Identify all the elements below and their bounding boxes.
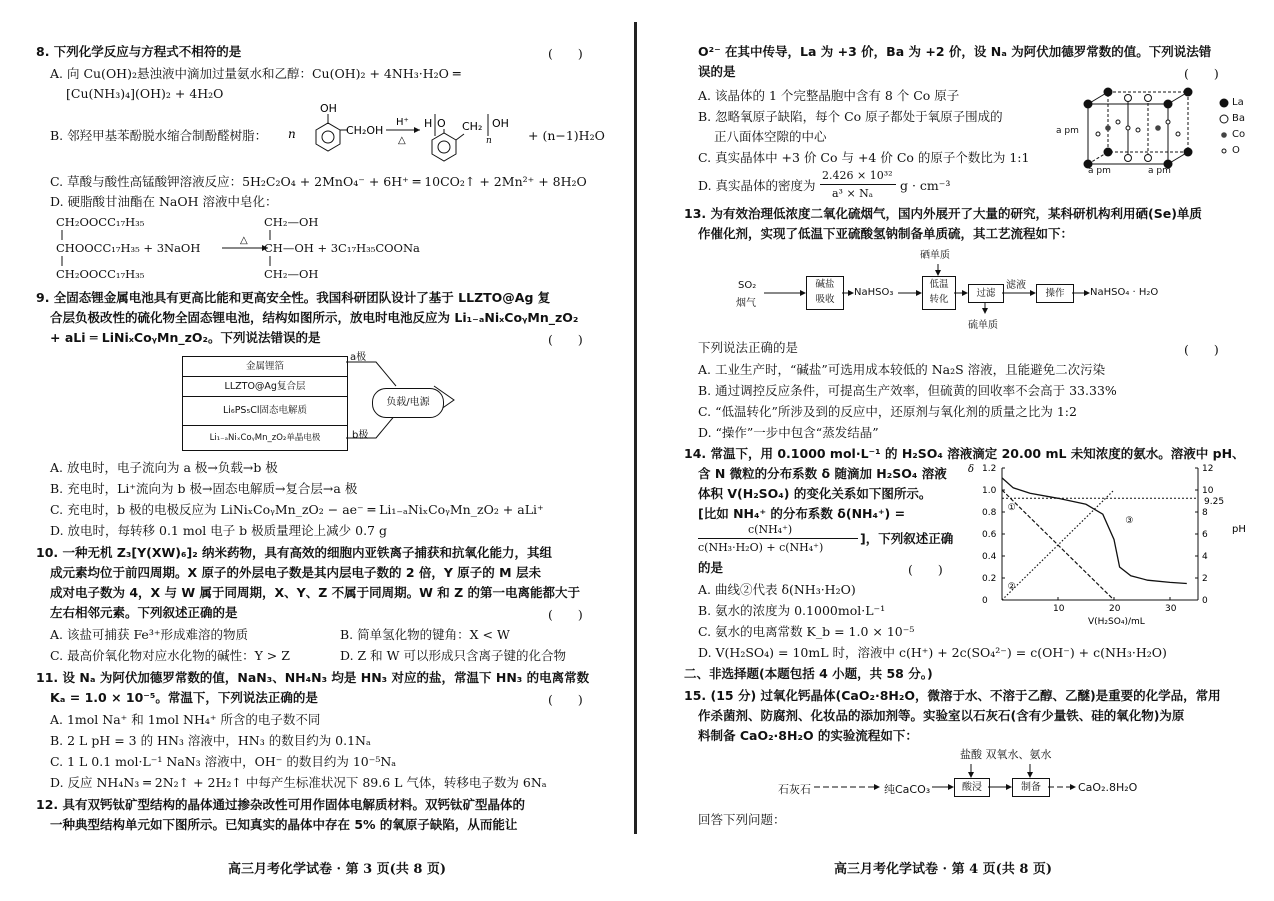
- layer-lithium-foil: 金属锂箔: [182, 356, 348, 377]
- q8-option-b: B. 邻羟甲基苯酚脱水缩合制酚醛树脂：: [50, 128, 268, 143]
- x-tick-label: 30: [1165, 604, 1177, 614]
- x-tick-label: 20: [1109, 604, 1121, 614]
- crystal-legend-markers: [1218, 96, 1230, 160]
- svg-text:H: H: [424, 117, 433, 130]
- q15-reagents: 盐酸 双氧水、氨水: [960, 748, 1052, 761]
- q14-stem-5: ]，下列叙述正确: [860, 531, 954, 546]
- y-left-tick-label: 0.8: [982, 508, 997, 518]
- flow-so2: SO₂: [738, 280, 757, 291]
- glycerol-row-2: CH—OH + 3C₁₇H₃₅COONa: [264, 241, 420, 255]
- cell-edge-label-bottom-1: a pm: [1088, 166, 1111, 176]
- flow-se-input: 硒单质: [920, 250, 950, 261]
- load-source-box: 负载/电源: [372, 388, 444, 418]
- q8-option-a: A. 向 Cu(OH)₂悬浊液中滴加过量氨水和乙醇：Cu(OH)₂ + 4NH₃·H₂O ═: [50, 66, 461, 81]
- svg-text:OH: OH: [492, 117, 509, 130]
- flow-box-absorb-text: 吸收: [815, 294, 835, 305]
- glycerol-bonds: [264, 228, 274, 272]
- q14-option-c: C. 氨水的电离常数 K_b = 1.0 × 10⁻⁵: [698, 624, 915, 639]
- crystal-cell-diagram: [1068, 86, 1208, 176]
- q15-flow-box-prepare: 制备: [1012, 778, 1050, 797]
- curve-3-label: ③: [1125, 516, 1134, 526]
- q13-option-a: A. 工业生产时，“碱盐”可选用成本较低的 Na₂S 溶液，且能避免二次污染: [698, 362, 1106, 377]
- layer-llzto-ag: LLZTO@Ag复合层: [182, 376, 348, 397]
- y-right-tick-label: 8: [1202, 508, 1208, 518]
- q15-answer-prompt: 回答下列问题：: [698, 812, 786, 827]
- right-page-footer: 高三月考化学试卷 · 第 4 页(共 8 页): [834, 862, 1053, 877]
- ph-annotation: 9.25: [1204, 497, 1225, 507]
- q14-stem-1: 14. 常温下，用 0.1000 mol·L⁻¹ 的 H₂SO₄ 溶液滴定 20.00 mL 未知浓度的氨水。溶液中 pH、: [684, 446, 1245, 461]
- svg-text:O: O: [437, 117, 446, 130]
- q12-cont-1: O²⁻ 在其中传导，La 为 +3 价，Ba 为 +2 价，设 Nₐ 为阿伏加德罗常数的值。下列说法错: [698, 44, 1212, 59]
- q13-option-b: B. 通过调控反应条件，可提高生产效率，但硫黄的回收率不会高于 33.33%: [698, 383, 1117, 398]
- layer-cathode: Li₁₋ₐNiₓCoᵧMn_zO₂单晶电极: [182, 425, 348, 451]
- flow-box-alkali-text: 碱盐: [815, 279, 835, 290]
- svg-text:n: n: [486, 136, 492, 146]
- q11-stem-1: 11. 设 Nₐ 为阿伏加德罗常数的值，NaN₃、NH₄N₃ 均是 HN₃ 对应的盐，常温下 HN₃ 的电离常数: [36, 670, 590, 685]
- q12-option-b-cont: 正八面体空隙的中心: [714, 129, 827, 144]
- y-right-tick-label: 10: [1202, 486, 1214, 496]
- stearin-row-3: CH₂OOCC₁₇H₃₅: [56, 267, 145, 281]
- saponification-bonds: [56, 228, 286, 272]
- svg-text:CH₂: CH₂: [462, 120, 483, 133]
- flow-nahso3: NaHSO₃: [854, 287, 894, 298]
- density-unit: g · cm⁻³: [900, 178, 951, 193]
- svg-text:△: △: [398, 135, 406, 146]
- stearin-row-2: CHOOCC₁₇H₃₅ + 3NaOH: [56, 241, 201, 255]
- q9-stem-3: + aLi ═ LiNiₓCoᵧMn_zO₂。下列说法错误的是: [50, 330, 321, 345]
- y-left-tick-label: 0.2: [982, 574, 997, 584]
- svg-text:OH: OH: [320, 102, 337, 115]
- q8-option-b-tail: + (n−1)H₂O: [528, 128, 605, 143]
- q15-flow-end: CaO₂.8H₂O: [1078, 781, 1138, 794]
- electrode-a-label: a极: [350, 352, 367, 363]
- resin-structure-diagram: [286, 100, 526, 168]
- q14-option-b: B. 氨水的浓度为 0.1000mol·L⁻¹: [698, 603, 886, 618]
- q10-option-c: C. 最高价氧化物对应水化物的碱性：Y > Z: [50, 648, 290, 663]
- cell-edge-label-bottom-2: a pm: [1148, 166, 1171, 176]
- flow-filtrate: 滤液: [1006, 280, 1026, 291]
- flow-box-low-temp-text: 低温: [929, 279, 949, 290]
- curve-3-ph: [1002, 478, 1187, 584]
- x-tick-label: 10: [1053, 604, 1065, 614]
- q12-option-d: D. 真实晶体的密度为: [698, 178, 816, 193]
- legend-co: Co: [1232, 129, 1246, 140]
- q11-answer-paren: ( ): [548, 692, 583, 707]
- right-axis-label: pH: [1232, 524, 1246, 535]
- q14-stem-2: 含 N 微粒的分布系数 δ 随滴加 H₂SO₄ 溶液: [698, 466, 947, 481]
- glycerol-row-3: CH₂—OH: [264, 267, 319, 281]
- left-page-footer: 高三月考化学试卷 · 第 3 页(共 8 页): [228, 862, 447, 877]
- y-left-tick-label: 0.6: [982, 530, 997, 540]
- q8-option-d: D. 硬脂酸甘油酯在 NaOH 溶液中皂化：: [50, 194, 278, 209]
- q9-stem-1: 9. 全固态锂金属电池具有更高比能和更高安全性。我国科研团队设计了基于 LLZTO@Ag 复: [36, 290, 551, 305]
- flow-sulfur: 硫单质: [968, 320, 998, 331]
- q12-option-a: A. 该晶体的 1 个完整晶胞中含有 8 个 Co 原子: [698, 88, 960, 103]
- q12-answer-paren: ( ): [1184, 66, 1219, 81]
- density-numerator: 2.426 × 10³²: [822, 169, 893, 182]
- svg-text:H⁺: H⁺: [396, 117, 409, 128]
- q13-flow-arrows: [764, 258, 1094, 322]
- q14-option-a: A. 曲线②代表 δ(NH₃·H₂O): [698, 582, 856, 597]
- y-right-tick-label: 12: [1202, 464, 1214, 474]
- q15-flow-start: 石灰石: [778, 783, 811, 796]
- q14-fraction-denominator: c(NH₃·H₂O) + c(NH₄⁺): [698, 541, 824, 554]
- legend-ba: Ba: [1232, 113, 1245, 124]
- y-right-tick-label: 4: [1202, 552, 1208, 562]
- q14-fraction-numerator: c(NH₄⁺): [748, 523, 793, 536]
- x-axis-label: V(H₂SO₄)/mL: [1088, 617, 1145, 627]
- section-2-heading: 二、非选择题(本题包括 4 小题，共 58 分。): [684, 666, 933, 681]
- q11-option-b: B. 2 L pH = 3 的 HN₃ 溶液中，HN₃ 的数目约为 0.1Nₐ: [50, 733, 371, 748]
- q12-option-c: C. 真实晶体中 +3 价 Co 与 +4 价 Co 的原子个数比为 1:1: [698, 150, 1030, 165]
- q11-option-d: D. 反应 NH₄N₃ ═ 2N₂↑ + 2H₂↑ 中每产生标准状况下 89.6 L 气体，转移电子数为 6Nₐ: [50, 775, 547, 790]
- glycerol-row-1: CH₂—OH: [264, 215, 319, 229]
- density-fraction-bar: [820, 184, 896, 185]
- q13-stem-2: 作催化剂，实现了低温下亚硫酸氢钠制备单质硫，其工艺流程如下：: [698, 226, 1074, 241]
- q15-flow-box-acid-leach: 酸浸: [954, 778, 990, 797]
- q14-stem-3: 体积 V(H₂SO₄) 的变化关系如下图所示。: [698, 486, 932, 501]
- q15-stem-2: 作杀菌剂、防腐剂、化妆品的添加剂等。实验室以石灰石(含有少量铁、硅的氧化物)为原: [698, 708, 1185, 723]
- cell-edge-label-left: a pm: [1056, 126, 1079, 136]
- q10-answer-paren: ( ): [548, 607, 583, 622]
- svg-text:△: △: [240, 235, 248, 246]
- q10-stem-1: 10. 一种无机 Z₃[Y(XW)₆]₂ 纳米药物，具有高效的细胞内亚铁离子捕获和抗氧化能力，其组: [36, 545, 553, 560]
- q15-flow-pure-caco3: 纯CaCO₃: [884, 783, 931, 796]
- q10-stem-3: 成对电子数为 4，X 与 W 属于同周期，X、Y、Z 不属于同周期。W 和 Z 的第一电离能都大于: [50, 585, 581, 600]
- stearin-row-1: CH₂OOCC₁₇H₃₅: [56, 215, 145, 229]
- q11-stem-2: Kₐ = 1.0 × 10⁻⁵。常温下，下列说法正确的是: [50, 690, 318, 705]
- legend-o: O: [1232, 145, 1240, 156]
- y-left-tick-label: 0.4: [982, 552, 997, 562]
- q10-option-b: B. 简单氢化物的键角：X < W: [340, 627, 510, 642]
- q11-option-a: A. 1mol Na⁺ 和 1mol NH₄⁺ 所含的电子数不同: [50, 712, 321, 727]
- flow-product: NaHSO₄ · H₂O: [1090, 287, 1159, 298]
- left-axis-label: δ: [968, 464, 975, 475]
- q15-flow-arrows: [814, 760, 1080, 800]
- flow-box-operation: 操作: [1036, 284, 1074, 303]
- q13-answer-paren: ( ): [1184, 342, 1219, 357]
- q8-answer-paren: ( ): [548, 46, 583, 61]
- curve-2-label: ②: [1007, 582, 1016, 592]
- q12-stem-1: 12. 具有双钙钛矿型结构的晶体通过掺杂改性可用作固体电解质材料。双钙钛矿型晶体的: [36, 797, 525, 812]
- layer-solid-electrolyte: Li₆PS₅Cl固态电解质: [182, 396, 348, 426]
- q10-option-d: D. Z 和 W 可以形成只含离子键的化合物: [340, 648, 566, 663]
- y-right-tick-label: 0: [1202, 596, 1208, 606]
- q10-stem-2: 成元素均位于前四周期。X 原子的外层电子数是其内层电子数的 2 倍，Y 原子的 M 层未: [50, 565, 541, 580]
- q9-stem-2: 合层负极改性的硫化物全固态锂电池，结构如图所示，放电时电池反应为 Li₁₋ₐNiₓCoᵧMn_zO₂: [50, 310, 579, 325]
- electrode-b-label: b极: [352, 430, 369, 441]
- q14-stem-6: 的是: [698, 560, 724, 575]
- svg-text:CH₂OH: CH₂OH: [346, 124, 384, 137]
- q15-stem-1: 15. (15 分) 过氧化钙晶体(CaO₂·8H₂O，微溶于水、不溶于乙醇、乙醚)是重要的化学品，常用: [684, 688, 1221, 703]
- q14-titration-chart: [968, 460, 1258, 630]
- q13-stem-1: 13. 为有效治理低浓度二氧化硫烟气，国内外展开了大量的研究，某科研机构利用硒(Se)单质: [684, 206, 1202, 221]
- flow-box-conversion-text: 转化: [929, 294, 949, 305]
- q9-answer-paren: ( ): [548, 332, 583, 347]
- density-denominator: a³ × Nₐ: [832, 187, 874, 200]
- q11-option-c: C. 1 L 0.1 mol·L⁻¹ NaN₃ 溶液中，OH⁻ 的数目约为 10⁻⁵Nₐ: [50, 754, 397, 769]
- q9-option-c: C. 充电时，b 极的电极反应为 LiNiₓCoᵧMn_zO₂ − ae⁻ ═ Li₁₋ₐNiₓCoᵧMn_zO₂ + aLi⁺: [50, 502, 544, 517]
- q12-cont-2: 误的是: [698, 64, 736, 79]
- q9-option-b: B. 充电时，Li⁺流向为 b 极→固态电解质→复合层→a 极: [50, 481, 358, 496]
- y-left-tick-label: 1.2: [982, 464, 997, 474]
- y-left-tick-label: 1.0: [982, 486, 997, 496]
- q10-stem-4: 左右相邻元素。下列叙述正确的是: [50, 605, 238, 620]
- q10-option-a: A. 该盐可捕获 Fe³⁺形成难溶的物质: [50, 627, 248, 642]
- q8-stem: 8. 下列化学反应与方程式不相符的是: [36, 44, 242, 59]
- q15-stem-3: 料制备 CaO₂·8H₂O 的实验流程如下：: [698, 728, 918, 743]
- svg-text:n: n: [288, 127, 296, 141]
- q9-option-d: D. 放电时，每转移 0.1 mol 电子 b 极质量理论上减少 0.7 g: [50, 523, 387, 538]
- q12-option-b: B. 忽略氧原子缺陷，每个 Co 原子都处于氧原子围成的: [698, 109, 1003, 124]
- flow-box-filter: 过滤: [968, 284, 1004, 303]
- q8-option-a-cont: [Cu(NH₃)₄](OH)₂ + 4H₂O: [66, 86, 224, 101]
- curve-1-label: ①: [1007, 502, 1016, 513]
- right-page: [638, 0, 1274, 901]
- q9-option-a: A. 放电时，电子流向为 a 极→负载→b 极: [50, 460, 278, 475]
- q14-stem-4: [比如 NH₄⁺ 的分布系数 δ(NH₄⁺) =: [698, 506, 906, 521]
- q8-option-c: C. 草酸与酸性高锰酸钾溶液反应：5H₂C₂O₄ + 2MnO₄⁻ + 6H⁺ ═ 10CO₂↑ + 2Mn²⁺ + 8H₂O: [50, 174, 587, 189]
- q14-fraction-bar: [698, 538, 858, 539]
- q13-ask: 下列说法正确的是: [698, 340, 799, 355]
- y-left-tick-label: 0: [982, 596, 988, 606]
- q14-option-d: D. V(H₂SO₄) = 10mL 时，溶液中 c(H⁺) + 2c(SO₄²⁻) = c(OH⁻) + c(NH₃·H₂O): [698, 645, 1167, 660]
- legend-la: La: [1232, 97, 1244, 108]
- q14-answer-paren: ( ): [908, 562, 943, 577]
- y-right-tick-label: 6: [1202, 530, 1208, 540]
- q13-option-c: C. “低温转化”所涉及到的反应中，还原剂与氧化剂的质量之比为 1:2: [698, 404, 1077, 419]
- q13-option-d: D. “操作”一步中包含“蒸发结晶”: [698, 425, 879, 440]
- q12-stem-2: 一种典型结构单元如下图所示。已知真实的晶体中存在 5% 的氧原子缺陷，从而能让: [50, 817, 518, 832]
- y-right-tick-label: 2: [1202, 574, 1208, 584]
- flow-flue-gas: 烟气: [736, 298, 756, 309]
